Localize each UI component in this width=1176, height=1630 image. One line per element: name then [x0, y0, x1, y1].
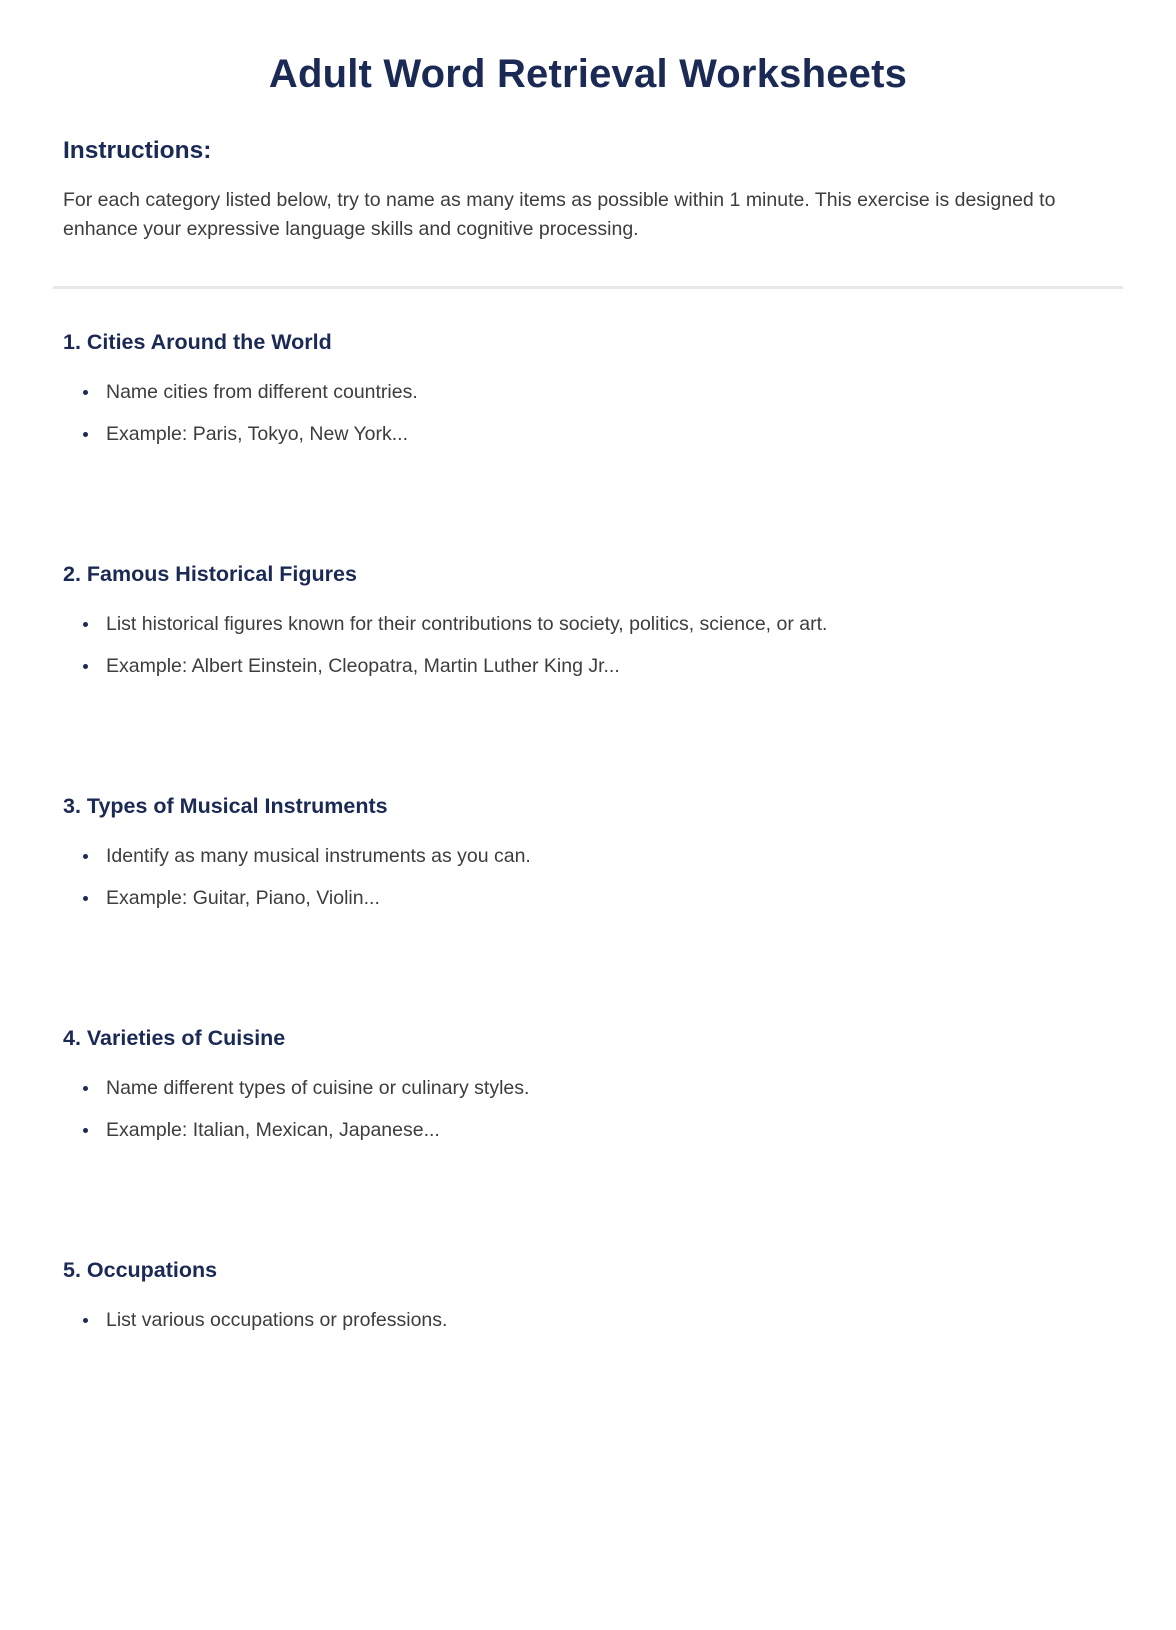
- section-divider: [53, 286, 1123, 289]
- section-varieties-of-cuisine: [63, 1025, 1113, 1141]
- section-title: 3. Types of Musical Instruments: [63, 794, 388, 818]
- list-item: • Identify as many musical instruments as you can.: [100, 845, 1113, 867]
- page-title: Adult Word Retrieval Worksheets: [268, 52, 908, 96]
- list-item: • Example: Albert Einstein, Cleopatra, Martin Luther King Jr...: [100, 655, 1113, 677]
- section-types-of-musical-instruments: [63, 793, 1113, 909]
- list-item: • List historical figures known for their contributions to society, politics, science, or art.: [100, 613, 1113, 635]
- section-title: 2. Famous Historical Figures: [63, 562, 357, 586]
- bullet-list: [63, 381, 1113, 445]
- list-item: • List various occupations or professions.: [100, 1309, 1113, 1331]
- section-title: 1. Cities Around the World: [63, 330, 332, 354]
- instructions-heading: Instructions:: [63, 137, 212, 164]
- bullet-list: [63, 1077, 1113, 1141]
- list-item: • Example: Italian, Mexican, Japanese...: [100, 1119, 1113, 1141]
- list-item: • Example: Paris, Tokyo, New York...: [100, 423, 1113, 445]
- bullet-list: [63, 613, 1113, 677]
- list-item: • Name different types of cuisine or culinary styles.: [100, 1077, 1113, 1099]
- section-title: 5. Occupations: [63, 1258, 218, 1282]
- section-cities-around-the-world: [63, 329, 1113, 445]
- bullet-list: [63, 845, 1113, 909]
- bullet-list: [63, 1309, 1113, 1331]
- list-item: • Example: Guitar, Piano, Violin...: [100, 887, 1113, 909]
- instructions-text: For each category listed below, try to name as many items as possible within 1 minute. This exercise is designed to enhance your expressive language skills and cognitive processing.: [63, 189, 1056, 240]
- section-famous-historical-figures: [63, 561, 1113, 677]
- section-title: 4. Varieties of Cuisine: [63, 1026, 286, 1050]
- section-occupations: [63, 1257, 1113, 1331]
- list-item: • Name cities from different countries.: [100, 381, 1113, 403]
